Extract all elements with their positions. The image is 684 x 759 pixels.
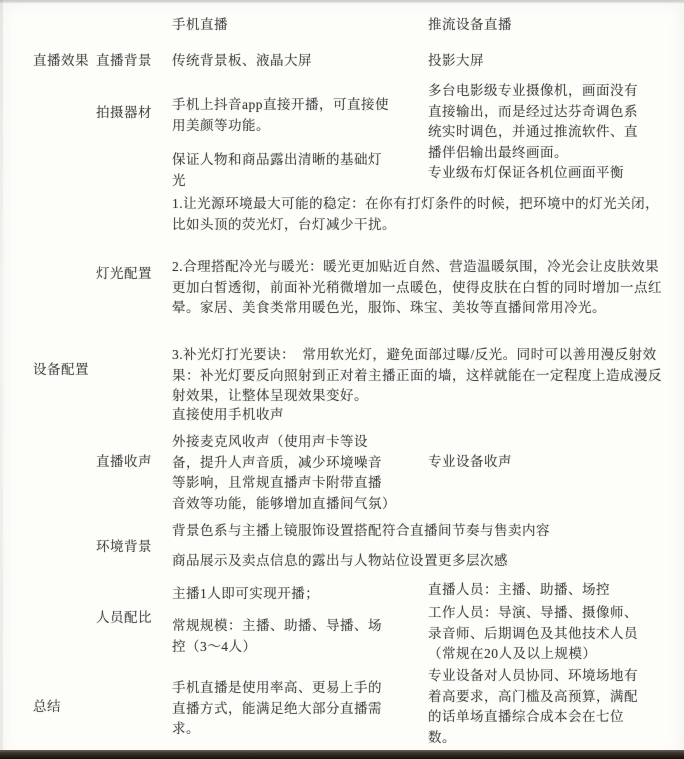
- category-label-background: 直播背景: [96, 53, 152, 68]
- group-label-summary: 总结: [33, 699, 61, 714]
- cell-staffing-equipment-line1: 直播人员：主播、助播、场控: [428, 582, 610, 597]
- group-label-effect: 直播效果: [33, 53, 89, 68]
- cell-staffing-mobile-line1: 主播1人即可实现开播；: [172, 586, 320, 601]
- category-label-staffing: 人员配比: [96, 610, 152, 625]
- group-label-config: 设备配置: [33, 362, 89, 377]
- cell-staffing-equipment-line2: 工作人员：导演、导播、摄像师、录音师、后期调色及其他技术人员（常规在20人及以上规模）: [428, 605, 638, 661]
- cell-gear-equipment: 多台电影级专业摄像机，画面没有直接输出，而是经过达芬奇调色系统实时调色，并通过推流软件、直播伴侣输出最终画面。: [428, 83, 638, 160]
- cell-environment-line1: 背景色系与主播上镜服饰设置搭配符合直播间节奏与售卖内容: [172, 523, 550, 538]
- cell-background-mobile: 传统背景板、液晶大屏: [172, 53, 312, 68]
- cell-audio-mobile-direct: 直接使用手机收声: [172, 407, 284, 422]
- cell-lighting-tip2: 2.合理搭配冷光与暖光：暖光更加贴近自然、营造温暖氛围，冷光会让皮肤效果更加白皙透彻，前面补光稍微增加一点暖色，使得皮肤在白皙的同时增加一点红晕。家居、美食类常用暖色光，服饰、珠宝、美妆等直播间常用冷光。: [172, 259, 662, 315]
- cell-gear-mobile: 手机上抖音app直接开播，可直接使用美颜等功能。: [172, 97, 389, 133]
- cell-summary-equipment: 专业设备对人员协同、环境场地有着高要求，高门槛及高预算，满配的话单场直播综合成本会在七位数。: [428, 668, 638, 745]
- cell-audio-mobile-mic: 外接麦克风收声（使用声卡等设备，提升人声音质，减少环境噪音等影响，且常规直播声卡附带直播音效等功能，能够增加直播间气氛）: [172, 434, 396, 511]
- video-frame-top-edge: [0, 0, 684, 3]
- column-header-equipment: 推流设备直播: [428, 17, 512, 32]
- cell-background-equipment: 投影大屏: [428, 53, 484, 68]
- cell-environment-line2: 商品展示及卖点信息的露出与人物站位设置更多层次感: [172, 553, 508, 568]
- cell-lighting-base-mobile: 保证人物和商品露出清晰的基础灯光: [172, 152, 382, 188]
- video-frame-left-edge: [0, 0, 3, 759]
- cell-lighting-tip1: 1.让光源环境最大可能的稳定：在你有打灯条件的时候，把环境中的灯光关闭，比如头顶的荧光灯，台灯减少干扰。: [172, 196, 660, 232]
- cell-lighting-base-equipment: 专业级布灯保证各机位画面平衡: [428, 165, 624, 180]
- cell-lighting-tip3: 3.补光灯打光要诀： 常用软光灯，避免面部过曝/反光。同时可以善用漫反射效果：补光灯要反向照射到正对着主播正面的墙，这样就能在一定程度上造成漫反射效果，让整体呈现效果变好。: [172, 347, 662, 403]
- column-header-mobile: 手机直播: [172, 17, 228, 32]
- video-frame-bottom-bar: [0, 750, 684, 759]
- category-label-audio: 直播收声: [96, 454, 152, 469]
- category-label-lighting: 灯光配置: [96, 266, 152, 281]
- cell-staffing-mobile-line2: 常规规模：主播、助播、导播、场控（3～4人）: [172, 618, 382, 654]
- cell-audio-equipment: 专业设备收声: [428, 454, 512, 469]
- category-label-environment: 环境背景: [96, 539, 152, 554]
- category-label-gear: 拍摄器材: [96, 105, 152, 120]
- cell-summary-mobile: 手机直播是使用率高、更易上手的直播方式，能满足绝大部分直播需求。: [172, 680, 382, 736]
